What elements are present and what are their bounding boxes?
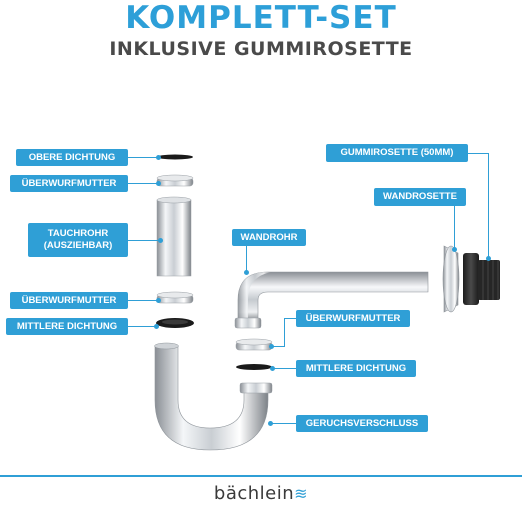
page-subtitle: INKLUSIVE GUMMIROSETTE [109,38,413,60]
union-nut-mid-part [236,339,272,350]
label-geruchsverschluss-text: GERUCHSVERSCHLUSS [305,417,419,429]
union-nut-left-part [157,292,193,303]
label-mittlere-dichtung-left [6,318,128,335]
label-gummirosette-text: GUMMIROSETTE (50MM) [340,147,454,159]
leader-dot [244,270,249,275]
label-wandrohr [232,229,306,246]
label-mittlere-dichtung-left-text: MITTLERE DICHTUNG [16,320,118,332]
label-tauchrohr-text: TAUCHROHR (AUSZIEHBAR) [43,228,113,251]
leader-dot [156,155,161,160]
p-trap-part [155,343,273,450]
brand-name: bächlein [213,483,295,504]
leader-line [272,423,296,424]
leader-line [246,246,247,273]
footer-divider [0,475,522,477]
leader-dot [269,344,274,349]
leader-dot [268,421,273,426]
brand-wave-icon: ≋ [294,484,309,503]
leader-line [468,153,488,154]
middle-seal-right-part [236,364,272,370]
label-wandrosette [374,188,466,206]
label-ueberwurfmutter-top-text: ÜBERWURFMUTTER [21,177,117,189]
label-wandrosette-text: WANDROSETTE [383,191,457,203]
upper-seal-part [157,155,193,160]
leader-dot [156,181,161,186]
middle-seal-left-part [156,318,194,328]
brand-logo [0,483,522,504]
page-title: KOMPLETT-SET [125,0,397,36]
union-nut-top-part [157,175,193,186]
leader-line [488,153,489,259]
label-ueberwurfmutter-left-text: ÜBERWURFMUTTER [21,294,117,306]
leader-line [274,368,296,369]
leader-dot [270,366,275,371]
label-obere-dichtung-text: OBERE DICHTUNG [28,151,116,163]
label-wandrohr-text: WANDROHR [240,231,298,243]
label-ueberwurfmutter-left [10,292,128,309]
leader-dot [158,238,163,243]
label-ueberwurfmutter-top [10,175,128,192]
leader-line [284,318,285,346]
label-ueberwurfmutter-mid-text: ÜBERWURFMUTTER [305,312,401,324]
label-mittlere-dichtung-right-text: MITTLERE DICHTUNG [305,362,407,374]
label-obere-dichtung [16,149,128,166]
leader-line [454,206,455,250]
label-mittlere-dichtung-right [296,360,416,377]
rubber-rosette-part [463,253,500,305]
label-geruchsverschluss [296,415,428,432]
leader-dot [156,298,161,303]
leader-line [128,240,162,241]
label-gummirosette [326,144,468,162]
label-ueberwurfmutter-mid [296,310,410,327]
leader-dot [154,324,159,329]
leader-line [284,318,296,319]
wall-rosette-part [443,246,459,312]
label-tauchrohr [28,223,128,257]
dip-tube-part [157,197,191,276]
leader-dot [452,247,457,252]
leader-dot [486,256,491,261]
